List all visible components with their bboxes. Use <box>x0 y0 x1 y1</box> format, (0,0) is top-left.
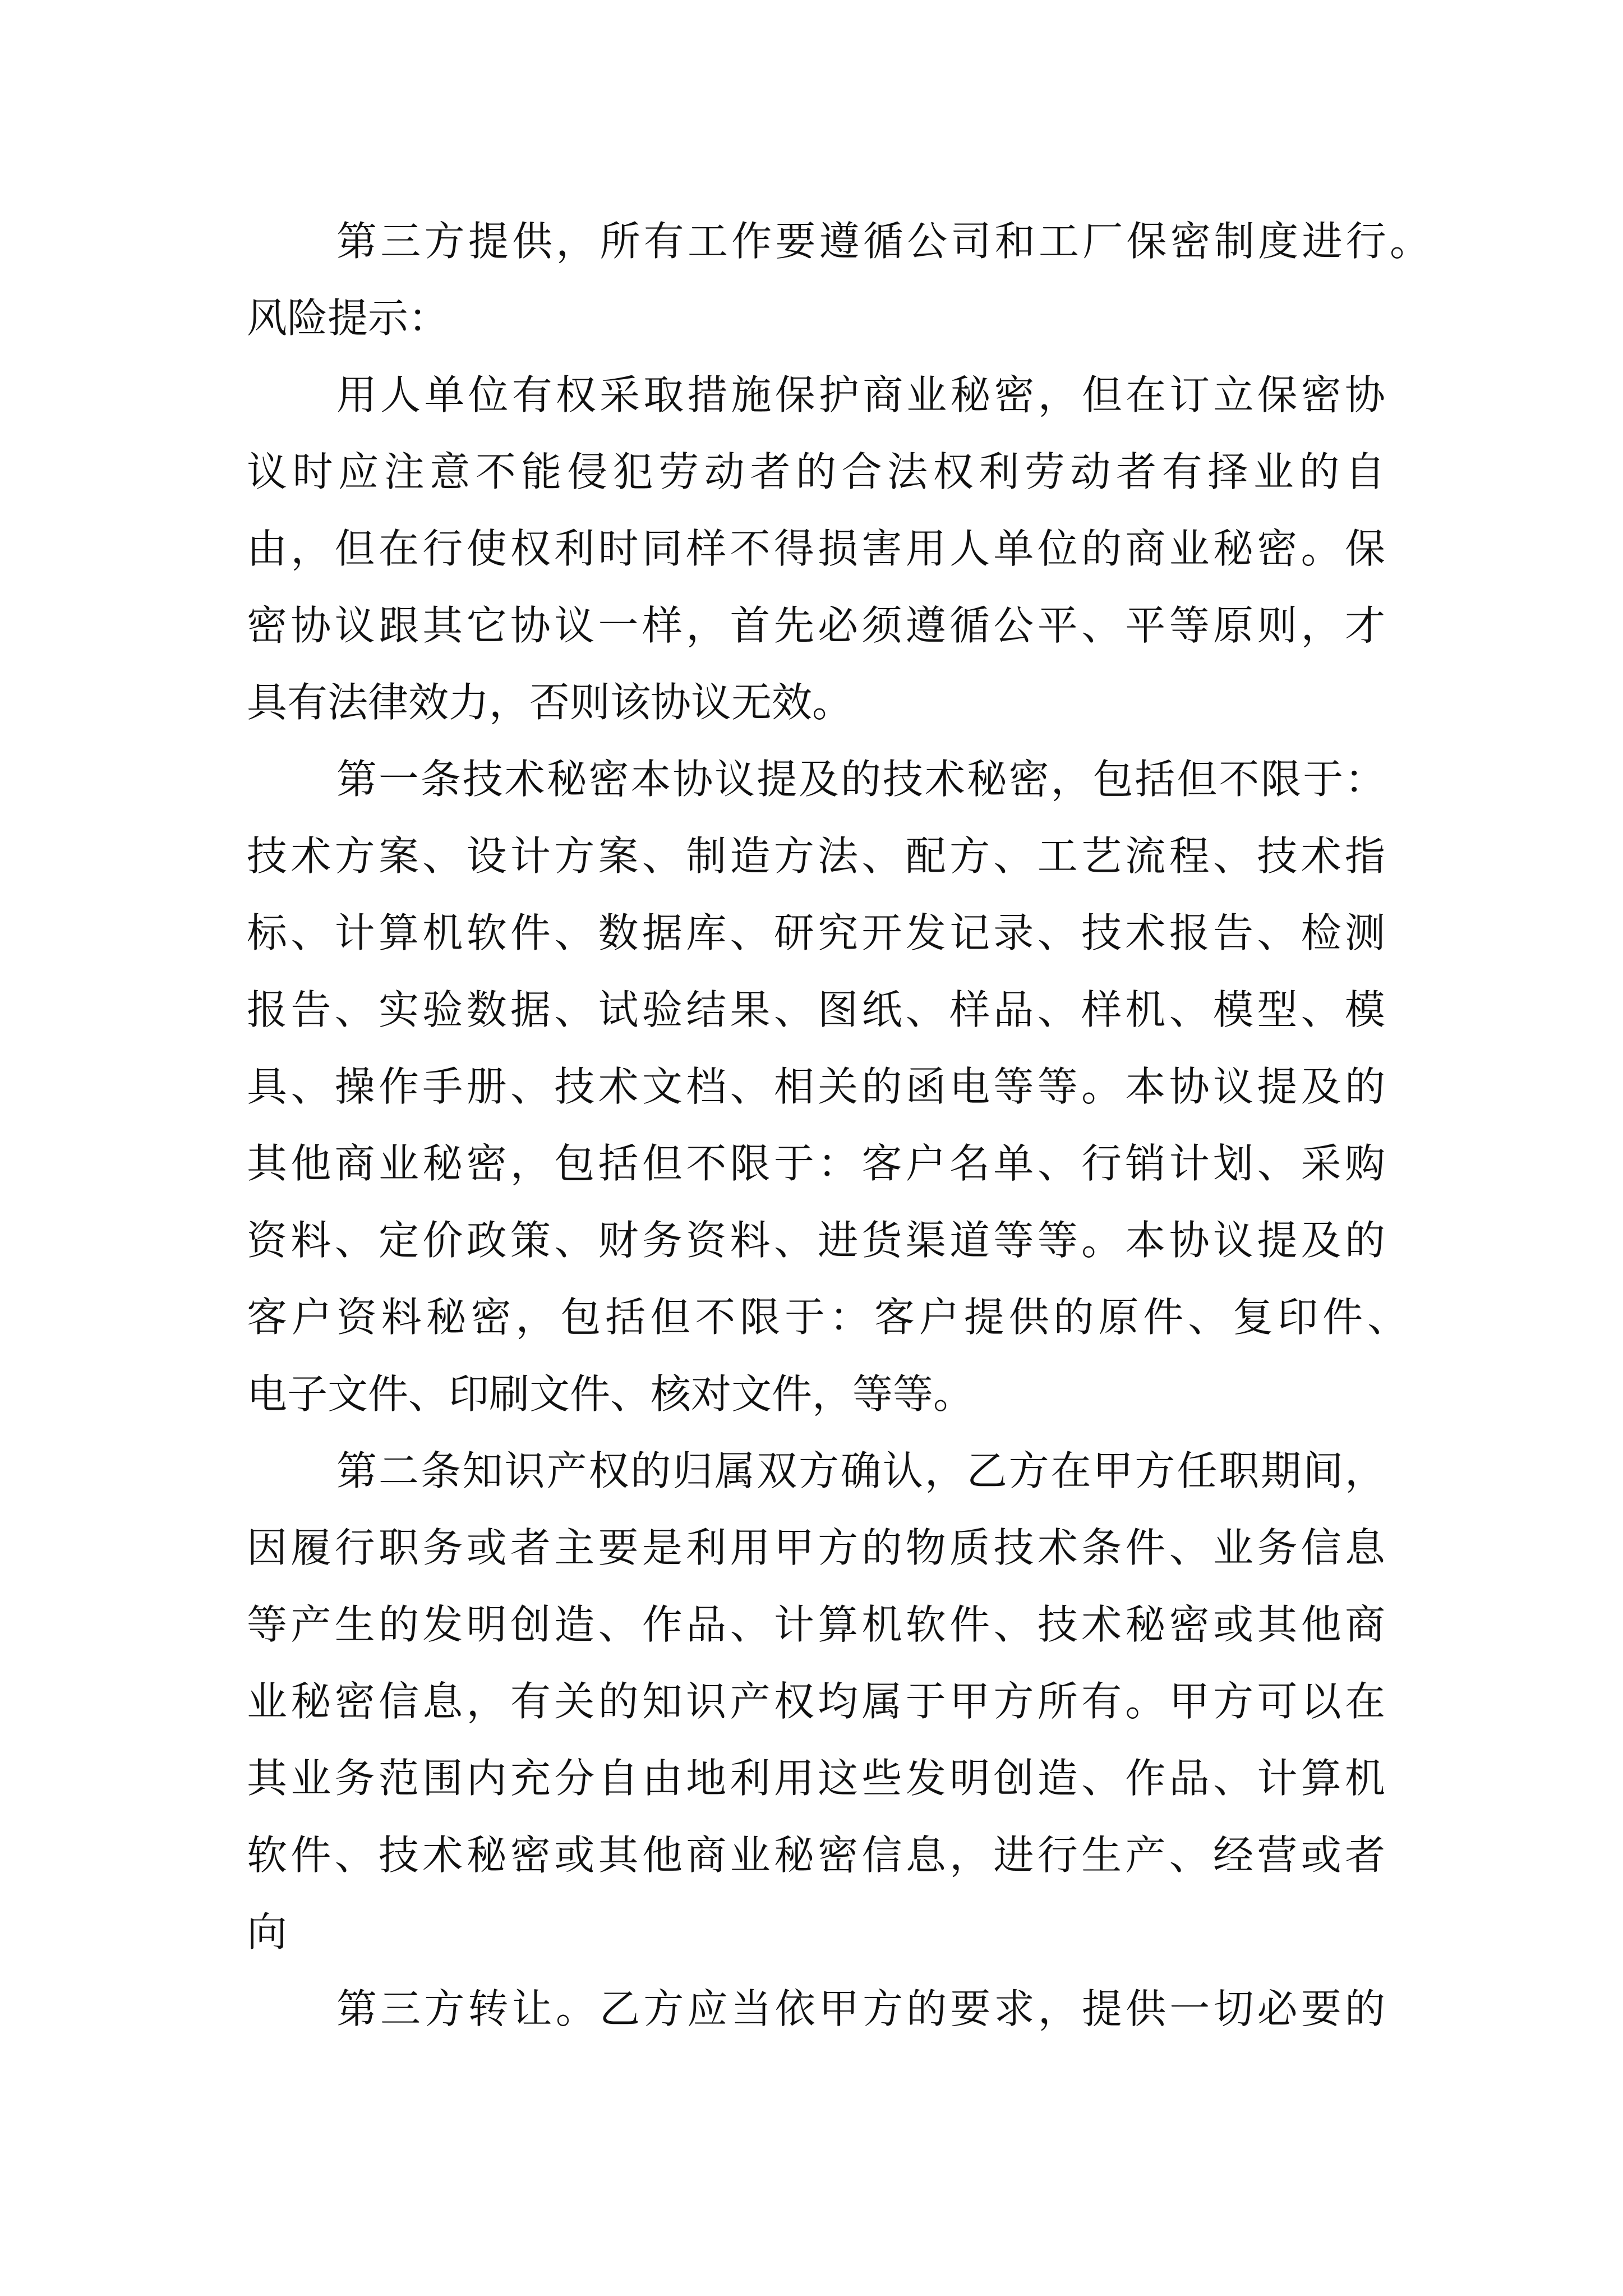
paragraph-line: 软件、技术秘密或其他商业秘密信息，进行生产、经营或者 <box>247 1832 1385 1879</box>
paragraph-line: 用人单位有权采取措施保护商业秘密，但在订立保密协 <box>336 371 1385 418</box>
paragraph-line: 报告、实验数据、试验结果、图纸、样品、样机、模型、模 <box>247 986 1385 1033</box>
paragraph-line: 第二条知识产权的归属双方确认，乙方在甲方任职期间， <box>336 1447 1385 1494</box>
paragraph-line: 具、操作手册、技术文档、相关的函电等等。本协议提及的 <box>247 1063 1385 1110</box>
paragraph-line: 其业务范围内充分自由地利用这些发明创造、作品、计算机 <box>247 1755 1385 1802</box>
paragraph-line: 电子文件、印刷文件、核对文件，等等。 <box>247 1370 974 1418</box>
paragraph-line: 因履行职务或者主要是利用甲方的物质技术条件、业务信息 <box>247 1524 1385 1571</box>
paragraph-line: 资料、定价政策、财务资料、进货渠道等等。本协议提及的 <box>247 1217 1385 1264</box>
paragraph-line: 第三方提供，所有工作要遵循公司和工厂保密制度进行。 <box>336 218 1430 265</box>
paragraph-line: 议时应注意不能侵犯劳动者的合法权利劳动者有择业的自 <box>247 448 1385 495</box>
paragraph-line: 第三方转让。乙方应当依甲方的要求，提供一切必要的 <box>336 1985 1385 2032</box>
paragraph-line: 业秘密信息，有关的知识产权均属于甲方所有。甲方可以在 <box>247 1678 1385 1725</box>
paragraph-line: 密协议跟其它协议一样，首先必须遵循公平、平等原则，才 <box>247 602 1385 649</box>
paragraph-line: 标、计算机软件、数据库、研究开发记录、技术报告、检测 <box>247 909 1385 956</box>
paragraph-line: 第一条技术秘密本协议提及的技术秘密，包括但不限于： <box>336 756 1385 803</box>
paragraph-line: 向 <box>247 1908 288 1955</box>
paragraph-line: 其他商业秘密，包括但不限于：客户名单、行销计划、采购 <box>247 1140 1385 1187</box>
paragraph-line: 等产生的发明创造、作品、计算机软件、技术秘密或其他商 <box>247 1601 1385 1648</box>
paragraph-line: 技术方案、设计方案、制造方法、配方、工艺流程、技术指 <box>247 832 1385 880</box>
paragraph-line: 具有法律效力，否则该协议无效。 <box>247 679 853 726</box>
paragraph-line: 由，但在行使权利时同样不得损害用人单位的商业秘密。保 <box>247 525 1385 572</box>
paragraph-line: 风险提示： <box>247 295 449 342</box>
paragraph-line: 客户资料秘密，包括但不限于：客户提供的原件、复印件、 <box>247 1294 1408 1341</box>
